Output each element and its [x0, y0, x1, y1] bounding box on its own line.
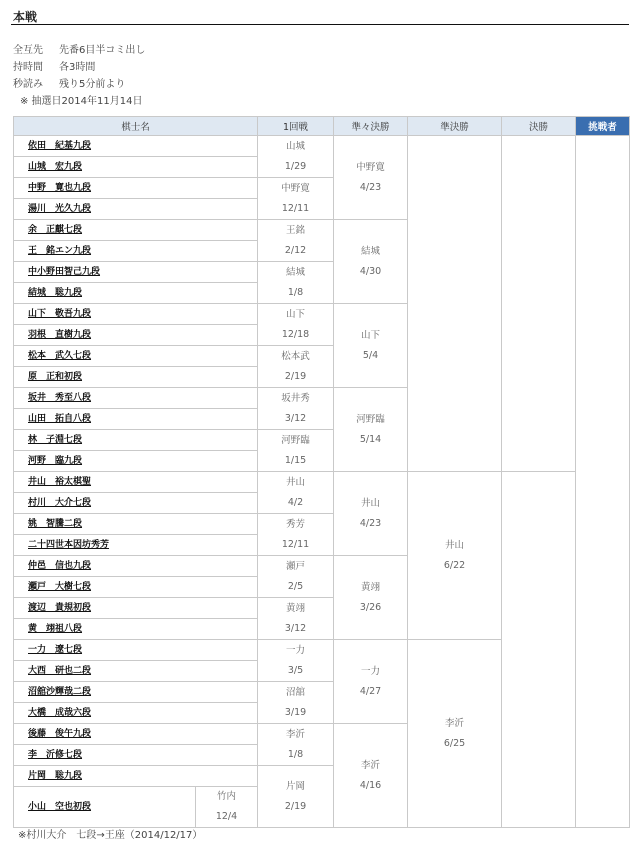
result-winner: 李沂 — [445, 717, 465, 729]
bracket-body — [14, 136, 630, 828]
result-winner: 黄翊 — [286, 602, 306, 614]
player-link[interactable]: 湯川 光久九段 — [28, 204, 92, 214]
round1-result — [258, 220, 334, 262]
result-date: 6/22 — [443, 559, 466, 571]
player-cell — [14, 766, 258, 787]
player-cell — [14, 787, 196, 828]
info-line-time — [13, 58, 95, 73]
player-cell — [14, 430, 258, 451]
header-challenger: 挑戦者 — [576, 117, 630, 136]
player-cell — [14, 451, 258, 472]
info-value: 残り5分前より — [59, 79, 126, 90]
player-link[interactable]: 王 銘エン九段 — [28, 246, 92, 256]
player-cell — [14, 682, 258, 703]
player-cell — [14, 535, 258, 556]
quarterfinal-result — [334, 136, 408, 220]
round1-result — [258, 472, 334, 514]
result-winner: 沼舘 — [286, 686, 306, 698]
player-cell — [14, 388, 258, 409]
page-title: 本戦 — [13, 10, 38, 24]
result-winner: 片岡 — [286, 780, 306, 792]
round1-result — [258, 262, 334, 304]
player-link[interactable]: 依田 紀基九段 — [28, 141, 92, 151]
result-winner: 井山 — [286, 476, 306, 488]
result-date: 4/16 — [359, 779, 382, 791]
result-winner: 秀芳 — [286, 518, 306, 530]
player-cell — [14, 745, 258, 766]
round1-result — [258, 640, 334, 682]
round1-result — [258, 136, 334, 178]
result-date: 5/14 — [359, 433, 382, 445]
round1-result — [258, 598, 334, 640]
table-row — [14, 136, 630, 157]
result-winner: 山下 — [361, 329, 381, 341]
player-cell — [14, 514, 258, 535]
round1-result — [258, 766, 334, 828]
round1-result — [258, 724, 334, 766]
final-cell — [502, 472, 576, 828]
player-cell — [14, 724, 258, 745]
result-date: 5/4 — [362, 349, 379, 361]
player-cell — [14, 346, 258, 367]
result-date: 3/19 — [284, 706, 307, 718]
bracket-header-row — [14, 117, 630, 136]
page-heading — [11, 4, 629, 25]
quarterfinal-result — [334, 304, 408, 388]
player-cell — [14, 220, 258, 241]
round1-result — [258, 556, 334, 598]
result-date: 12/11 — [281, 538, 310, 550]
player-link[interactable]: 原 正和初段 — [28, 372, 83, 382]
round1-result — [258, 178, 334, 220]
result-winner: 李沂 — [286, 728, 306, 740]
header-final: 決勝 — [502, 117, 576, 136]
result-date: 12/11 — [281, 202, 310, 214]
header-semifinal: 準決勝 — [408, 117, 502, 136]
result-winner: 井山 — [361, 497, 381, 509]
player-cell — [14, 640, 258, 661]
result-date: 4/2 — [287, 496, 304, 508]
player-cell — [14, 262, 258, 283]
quarterfinal-result — [334, 472, 408, 556]
result-winner: 一力 — [361, 665, 381, 677]
result-date: 4/23 — [359, 517, 382, 529]
semifinal-result — [408, 472, 502, 640]
player-link[interactable]: 沼舘沙輝哉二段 — [28, 687, 92, 697]
result-date: 1/15 — [284, 454, 307, 466]
header-round1: 1回戦 — [258, 117, 334, 136]
player-link[interactable]: 河野 臨九段 — [28, 456, 83, 466]
player-link[interactable]: 李 沂修七段 — [28, 750, 83, 760]
quarterfinal-result — [334, 388, 408, 472]
result-winner: 中野寛 — [356, 161, 385, 173]
table-row — [14, 472, 630, 493]
player-link[interactable]: 姚 智騰二段 — [28, 519, 83, 529]
player-link[interactable]: 井山 裕太棋聖 — [28, 477, 92, 487]
footnote: ※村川大介 七段→王座（2014/12/17） — [18, 830, 203, 841]
player-link[interactable]: 坂井 秀至八段 — [28, 393, 92, 403]
player-link[interactable]: 片岡 聡九段 — [28, 771, 83, 781]
result-winner: 中野寛 — [281, 182, 310, 194]
result-date: 1/8 — [287, 286, 304, 298]
quarterfinal-result — [334, 640, 408, 724]
challenger-cell — [576, 136, 630, 828]
result-winner: 山下 — [286, 308, 306, 320]
player-link[interactable]: 山下 敬吾九段 — [28, 309, 92, 319]
player-cell — [14, 178, 258, 199]
result-winner: 結城 — [361, 245, 381, 257]
player-cell — [14, 661, 258, 682]
player-link[interactable]: 大橋 成哉六段 — [28, 708, 92, 718]
result-winner: 河野臨 — [356, 413, 385, 425]
info-label: 秒読み — [13, 79, 43, 90]
player-link[interactable]: 二十四世本因坊秀芳 — [28, 540, 110, 550]
info-line-byoyomi — [13, 75, 125, 90]
player-link[interactable]: 瀬戸 大樹七段 — [28, 582, 92, 592]
player-cell — [14, 556, 258, 577]
player-cell — [14, 472, 258, 493]
quarterfinal-result — [334, 724, 408, 828]
result-winner: 松本武 — [281, 350, 310, 362]
result-date: 2/12 — [284, 244, 307, 256]
player-link[interactable]: 小山 空也初段 — [28, 802, 92, 812]
result-date: 2/5 — [287, 580, 304, 592]
player-link[interactable]: 中野 寛也九段 — [28, 183, 92, 193]
player-link[interactable]: 山城 宏九段 — [28, 162, 83, 172]
player-link[interactable]: 仲邑 信也九段 — [28, 561, 92, 571]
quarterfinal-result — [334, 220, 408, 304]
player-cell — [14, 409, 258, 430]
round1-result — [258, 682, 334, 724]
player-cell — [14, 304, 258, 325]
header-players: 棋士名 — [14, 117, 258, 136]
player-cell — [14, 136, 258, 157]
player-link[interactable]: 結城 聡九段 — [28, 288, 83, 298]
prelim-result — [196, 787, 258, 828]
info-value: 先番6目半コミ出し — [59, 45, 146, 56]
round1-result — [258, 304, 334, 346]
result-winner: 竹内 — [217, 791, 237, 802]
player-cell — [14, 157, 258, 178]
player-link[interactable]: 山田 拓自八段 — [28, 414, 92, 424]
result-date: 12/18 — [281, 328, 310, 340]
player-link[interactable]: 渡辺 貴規初段 — [28, 603, 92, 613]
result-winner: 井山 — [445, 539, 465, 551]
result-winner: 結城 — [286, 266, 306, 278]
result-winner: 李沂 — [361, 759, 381, 771]
result-date: 4/27 — [359, 685, 382, 697]
result-winner: 瀬戸 — [286, 560, 306, 572]
player-link[interactable]: 中小野田智己九段 — [28, 267, 101, 277]
round1-result — [258, 388, 334, 430]
player-cell — [14, 283, 258, 304]
semifinal-result — [408, 640, 502, 828]
player-link[interactable]: 黄 翊祖八段 — [28, 624, 83, 634]
player-link[interactable]: 林 子淵七段 — [28, 435, 83, 445]
player-cell — [14, 241, 258, 262]
result-winner: 王銘 — [286, 224, 306, 236]
info-label: 持時間 — [13, 62, 43, 73]
player-cell — [14, 493, 258, 514]
player-cell — [14, 619, 258, 640]
header-quarterfinal: 準々決勝 — [334, 117, 408, 136]
player-cell — [14, 199, 258, 220]
result-date: 1/8 — [287, 748, 304, 760]
result-date: 6/25 — [443, 737, 466, 749]
result-winner: 坂井秀 — [281, 392, 310, 404]
info-label: 全互先 — [13, 45, 43, 56]
player-link[interactable]: 羽根 直樹九段 — [28, 330, 92, 340]
result-winner: 黄翊 — [361, 581, 381, 593]
result-date: 4/30 — [359, 265, 382, 277]
player-cell — [14, 577, 258, 598]
round1-result — [258, 514, 334, 556]
result-date: 12/4 — [215, 811, 238, 822]
result-winner: 山城 — [286, 140, 306, 152]
player-link[interactable]: 村川 大介七段 — [28, 498, 92, 508]
player-link[interactable]: 後藤 俊午九段 — [28, 729, 92, 739]
result-date: 4/23 — [359, 181, 382, 193]
player-link[interactable]: 大西 研也二段 — [28, 666, 92, 676]
result-date: 2/19 — [284, 800, 307, 812]
semifinal-result — [408, 136, 502, 472]
round1-result — [258, 346, 334, 388]
player-link[interactable]: 一力 遼七段 — [28, 645, 83, 655]
result-date: 3/12 — [284, 622, 307, 634]
result-date: 1/29 — [284, 160, 307, 172]
result-date: 2/19 — [284, 370, 307, 382]
player-cell — [14, 325, 258, 346]
result-date: 3/12 — [284, 412, 307, 424]
result-winner: 一力 — [286, 644, 306, 656]
player-cell — [14, 703, 258, 724]
info-value: 各3時間 — [59, 62, 96, 73]
result-date: 3/5 — [287, 664, 304, 676]
info-line-komi — [13, 41, 145, 56]
player-link[interactable]: 余 正麒七段 — [28, 225, 83, 235]
tournament-bracket — [13, 116, 630, 828]
player-link[interactable]: 松本 武久七段 — [28, 351, 92, 361]
quarterfinal-result — [334, 556, 408, 640]
player-cell — [14, 598, 258, 619]
draw-date-note: ※ 抽選日2014年11月14日 — [20, 96, 143, 107]
round1-result — [258, 430, 334, 472]
result-date: 3/26 — [359, 601, 382, 613]
player-cell — [14, 367, 258, 388]
result-winner: 河野臨 — [281, 434, 310, 446]
final-cell — [502, 136, 576, 472]
